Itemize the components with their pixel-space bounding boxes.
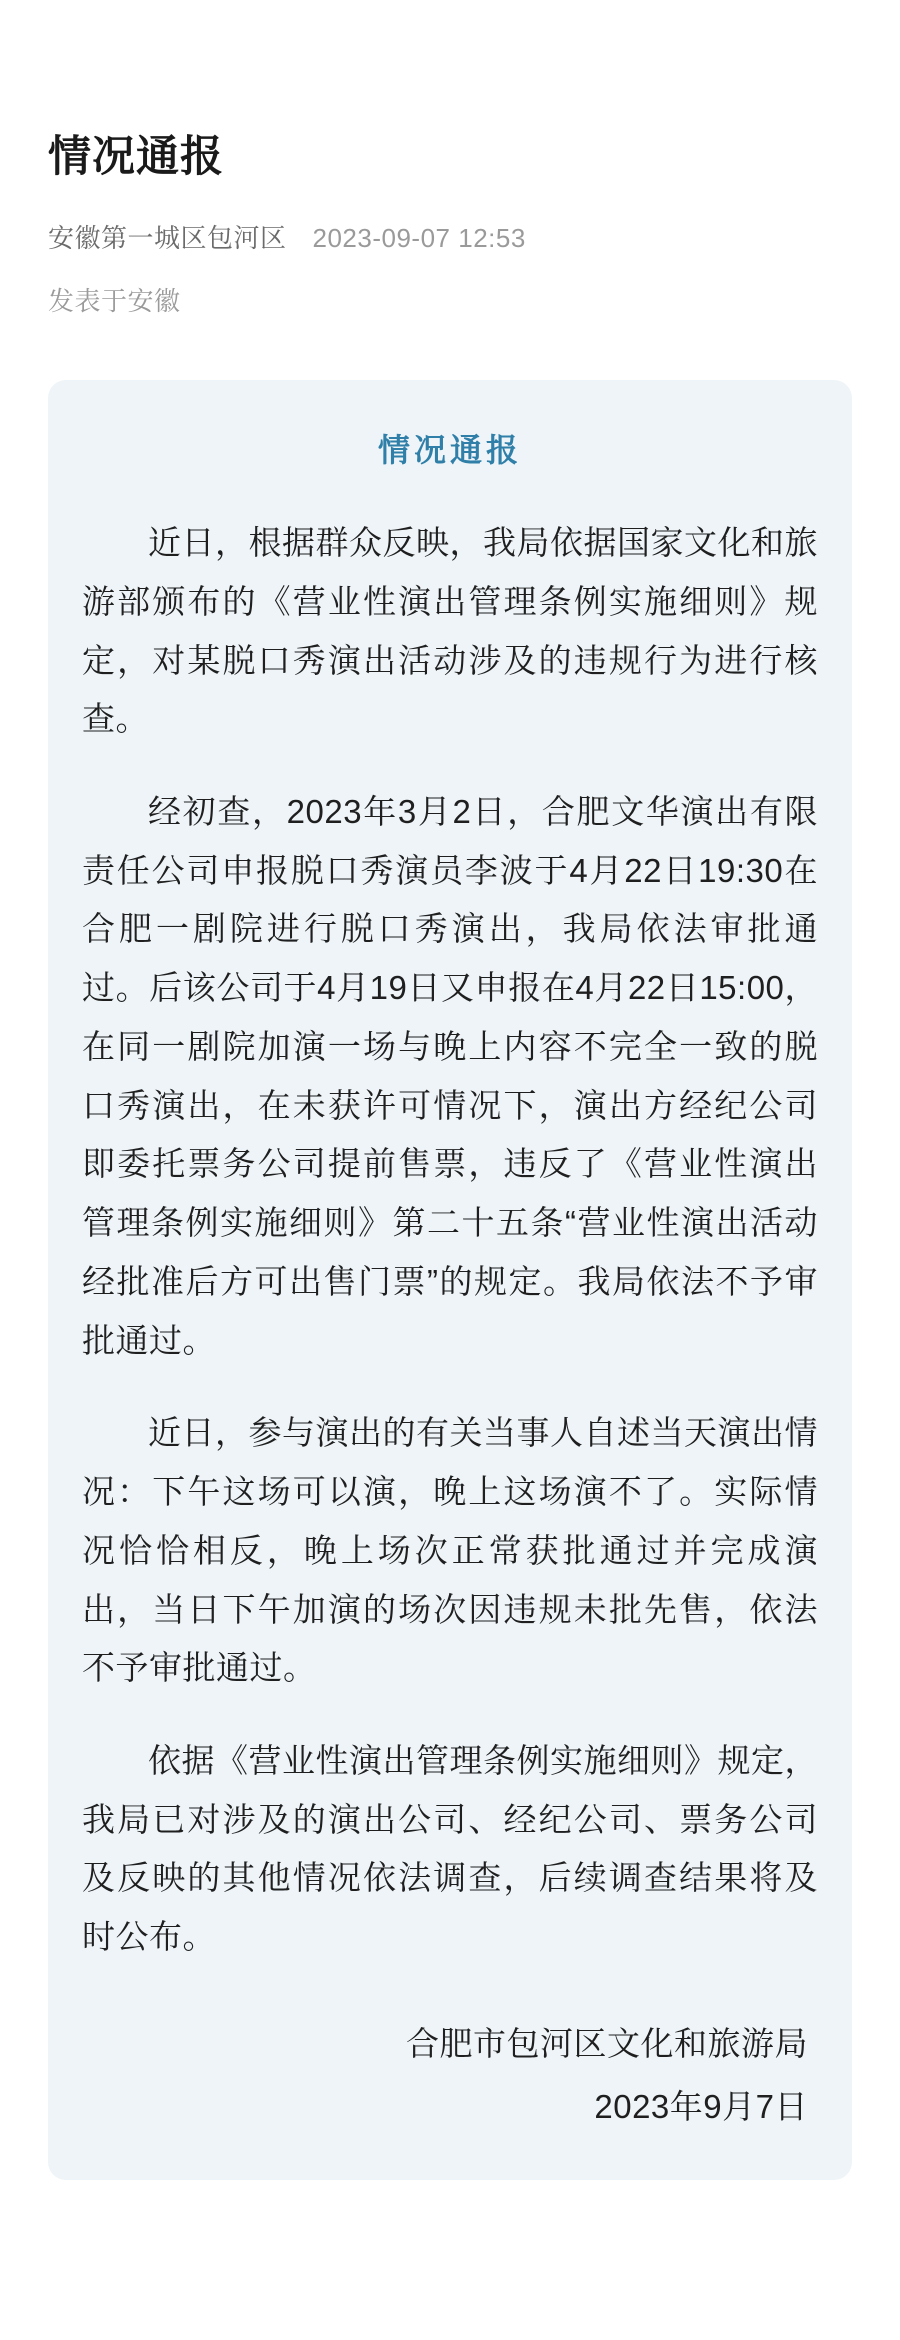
signature-date: 2023年9月7日 xyxy=(594,2087,808,2125)
notice-paragraph: 依据《营业性演出管理条例实施细则》规定，我局已对涉及的演出公司、经纪公司、票务公司及反映的其他情况依法调查，后续调查结果将及时公布。 xyxy=(82,1742,818,1956)
publish-location: 发表于安徽 xyxy=(48,286,181,317)
article-header xyxy=(48,0,852,318)
notice-paragraph: 经初查，2023年3月2日，合肥文华演出有限责任公司申报脱口秀演员李波于4月22日19:30在合肥一剧院进行脱口秀演出，我局依法审批通过。后该公司于4月19日又申报在4月22日15:00，在同一剧院加演一场与晚上内容不完全一致的脱口秀演出，在未获许可情况下，演出方经纪公司即委托票务公司提前售票，违反了《营业性演出管理条例实施细则》第二十五条“营业性演出活动经批准后方可出售门票”的规定。我局依法不予审批通过。 xyxy=(82,792,818,1359)
page-title: 情况通报 xyxy=(48,133,224,181)
publish-datetime: 2023-09-07 12:53 xyxy=(312,223,526,254)
notice-paragraph: 近日，根据群众反映，我局依据国家文化和旅游部颁布的《营业性演出管理条例实施细则》规定，对某脱口秀演出活动涉及的违规行为进行核查。 xyxy=(82,524,818,738)
notice-signature xyxy=(82,2015,818,2136)
signature-issuer: 合肥市包河区文化和旅游局 xyxy=(406,2024,808,2062)
notice-paragraph: 近日，参与演出的有关当事人自述当天演出情况：下午这场可以演，晚上这场演不了。实际情况恰恰相反，晚上场次正常获批通过并完成演出，当日下午加演的场次因违规未批先售，依法不予审批通过。 xyxy=(82,1414,818,1687)
notice-card xyxy=(48,380,852,2180)
article-meta xyxy=(48,218,852,255)
notice-heading: 情况通报 xyxy=(377,432,522,469)
publisher-account-name[interactable]: 安徽第一城区包河区 xyxy=(48,223,287,254)
